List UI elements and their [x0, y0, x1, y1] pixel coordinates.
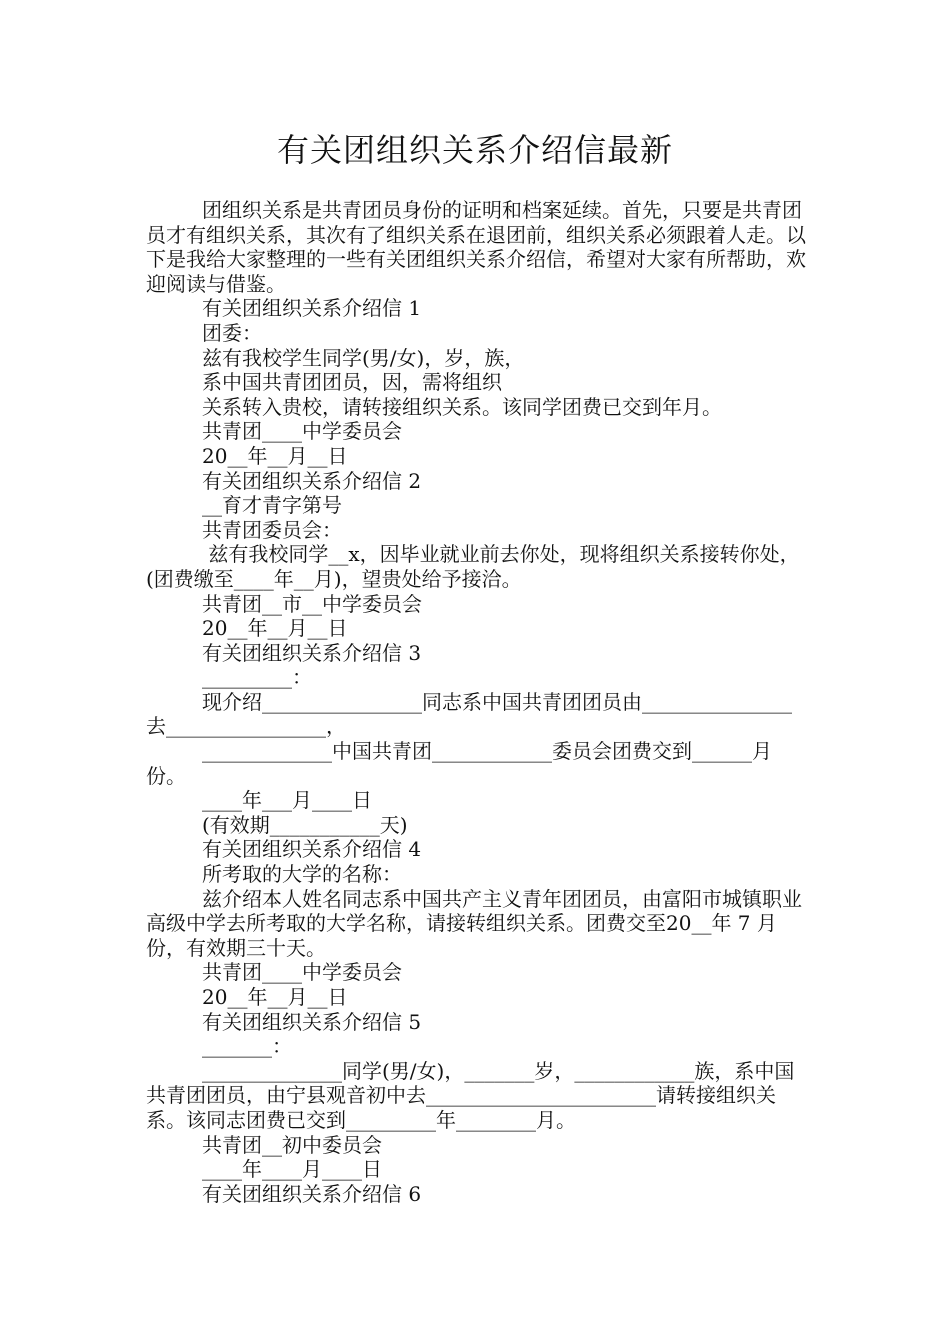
paragraph: 关系转入贵校，请转接组织关系。该同学团费已交到年月。 — [202, 394, 722, 419]
paragraph: 所考取的大学的名称： — [202, 862, 402, 887]
letter-heading: 有关团组织关系介绍信 5 — [202, 1009, 422, 1034]
paragraph: 现介绍________________同志系中国共青团团员由_______________去________________， — [146, 689, 792, 739]
date-line: 20__年__月__日 — [202, 443, 348, 468]
paragraph: 兹有我校同学__x，因毕业就业前去你处，现将组织关系接转你处，(团费缴至____年__月)，望贵处给予接洽。 — [146, 542, 800, 591]
signature-line: 共青团____中学委员会 — [202, 960, 402, 985]
paragraph: (有效期___________天) — [202, 812, 408, 837]
letter-heading: 有关团组织关系介绍信 1 — [202, 296, 422, 321]
date-line: 20__年__月__日 — [202, 616, 348, 641]
paragraph: ______________同学(男/女)，_______岁，____________族，系中国共青团团员，由宁县观音初中去_______________________请转接组织关系。该同志团费已交到_________年________月。 — [146, 1058, 795, 1132]
date-line: ____年___月____日 — [202, 788, 372, 813]
letter-heading: 有关团组织关系介绍信 4 — [202, 837, 422, 862]
paragraph: _____________中国共青团____________委员会团费交到______月份。 — [146, 739, 772, 788]
intro-paragraph: 团组织关系是共青团员身份的证明和档案延续。首先，只要是共青团员才有组织关系，其次有了组织关系在退团前，组织关系必须跟着人走。以下是我给大家整理的一些有关团组织关系介绍信，希望对大家有所帮助，欢迎阅读与借鉴。 — [146, 198, 806, 296]
paragraph: __育才青字第号 — [202, 493, 342, 518]
letter-heading: 有关团组织关系介绍信 2 — [202, 468, 422, 493]
paragraph: _______： — [202, 1034, 292, 1059]
date-line: 20__年__月__日 — [202, 985, 348, 1009]
paragraph: _________： — [202, 665, 312, 690]
document-body — [146, 198, 810, 1206]
paragraph: 共青团委员会： — [202, 517, 342, 542]
document-title: 有关团组织关系介绍信最新 — [276, 131, 673, 169]
letter-heading: 有关团组织关系介绍信 6 — [202, 1181, 422, 1206]
paragraph: 兹有我校学生同学(男/女)，岁，族， — [202, 345, 525, 370]
signature-line: 共青团____中学委员会 — [202, 419, 402, 444]
signature-line: 共青团__市__中学委员会 — [202, 591, 422, 616]
paragraph: 兹介绍本人姓名同志系中国共产主义青年团团员，由富阳市城镇职业高级中学去所考取的大学名称，请接转组织关系。团费交至20__年 7 月份，有效期三十天。 — [146, 886, 802, 960]
paragraph: 团委： — [202, 320, 262, 345]
paragraph: 系中国共青团团员，因，需将组织 — [202, 370, 502, 395]
signature-line: 共青团__初中委员会 — [202, 1132, 382, 1157]
letter-heading: 有关团组织关系介绍信 3 — [202, 640, 422, 665]
date-line: ____年____月____日 — [202, 1157, 382, 1182]
